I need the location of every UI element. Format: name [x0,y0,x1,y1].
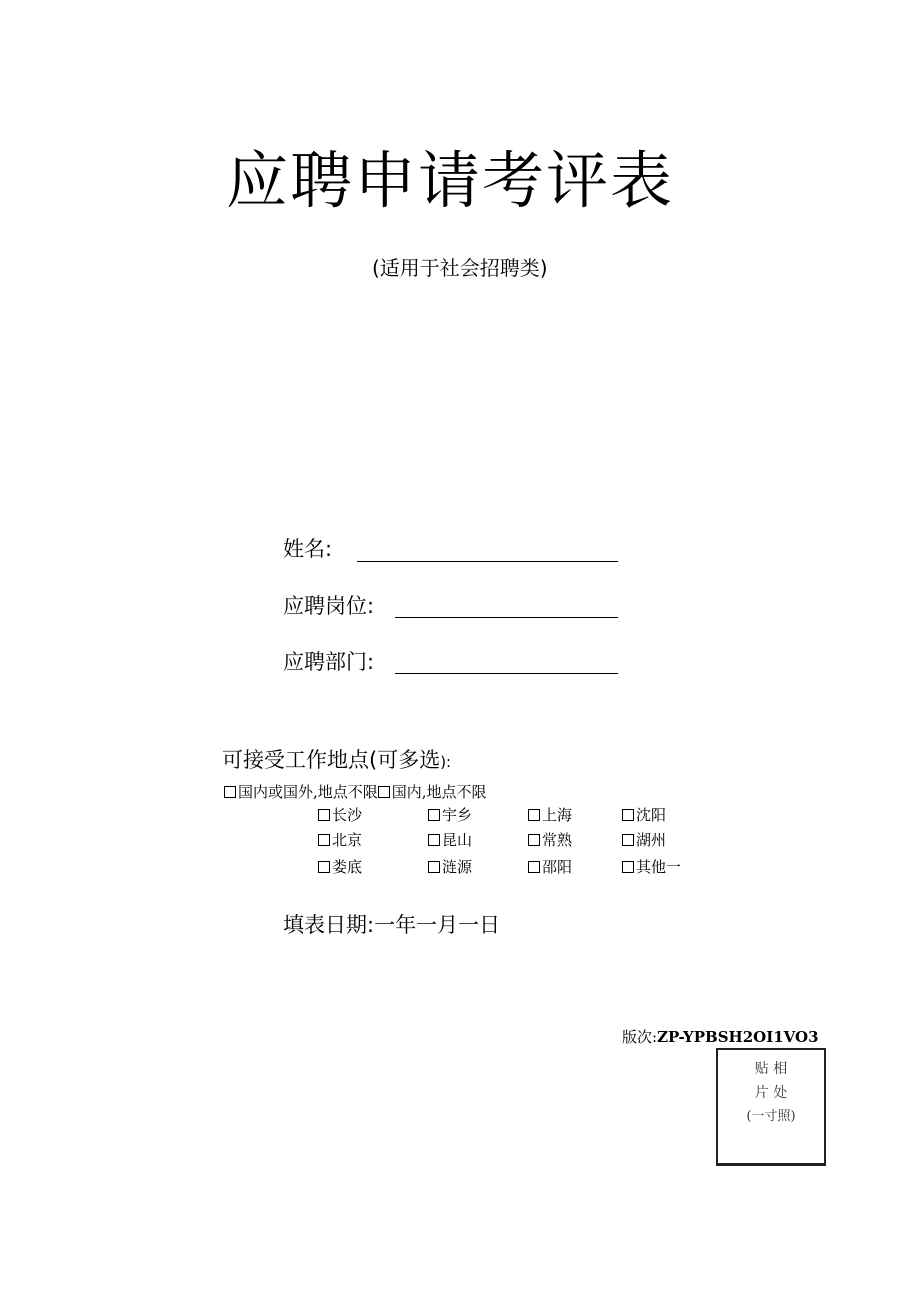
checkbox-icon [224,786,236,798]
position-field[interactable] [395,617,618,618]
checkbox-icon [428,809,440,821]
locations-title-suffix: ): [440,753,452,771]
checkbox-icon [318,834,330,846]
city-label: 涟源 [442,858,473,876]
city-label: 宇乡 [442,806,473,824]
city-option[interactable] [528,860,572,875]
option-label: 国内或国外,地点不限 [238,783,378,801]
checkbox-icon [428,861,440,873]
city-option[interactable] [622,860,681,875]
city-option[interactable] [622,808,666,823]
scope-domestic-option[interactable] [378,783,487,801]
city-label: 湖州 [636,831,667,849]
city-option[interactable] [528,833,572,848]
city-label: 娄底 [332,858,363,876]
name-field[interactable] [357,561,618,562]
checkbox-icon [622,809,634,821]
city-label: 北京 [332,831,363,849]
photo-text-line3: (一寸照) [746,1109,796,1124]
city-label: 其他一 [636,858,682,876]
city-option[interactable] [428,833,472,848]
checkbox-icon [428,834,440,846]
version-code: ZP-YPBSH2OI1VO3 [657,1028,819,1046]
checkbox-icon [622,861,634,873]
scope-domestic-or-abroad-option[interactable] [224,783,378,801]
version-label: 版次: [622,1028,658,1046]
department-field[interactable] [395,673,618,674]
checkbox-icon [378,786,390,798]
city-label: 邵阳 [542,858,573,876]
fill-date: 填表日期:一年一月一日 [283,913,501,937]
name-label: 姓名: [283,537,333,561]
checkbox-icon [318,809,330,821]
photo-text-line2: 片 处 [754,1085,788,1101]
city-option[interactable] [318,860,362,875]
form-title: 应聘申请考评表 [226,144,675,217]
option-label: 国内,地点不限 [391,783,487,801]
city-option[interactable] [428,860,472,875]
checkbox-icon [528,861,540,873]
version-info [622,1030,819,1045]
city-option[interactable] [318,808,362,823]
city-label: 昆山 [442,831,473,849]
photo-text-line1: 贴 相 [754,1061,788,1077]
checkbox-icon [622,834,634,846]
city-option[interactable] [528,808,572,823]
checkbox-icon [528,834,540,846]
department-label: 应聘部门: [283,650,375,674]
checkbox-icon [318,861,330,873]
city-option[interactable] [318,833,362,848]
form-subtitle: (适用于社会招聘类) [372,256,548,280]
city-label: 长沙 [332,806,363,824]
photo-placeholder [716,1048,826,1166]
checkbox-icon [528,809,540,821]
city-label: 常熟 [542,831,573,849]
locations-title-text: 可接受工作地点(可多选 [222,748,441,772]
city-option[interactable] [622,833,666,848]
locations-title [222,750,451,771]
position-label: 应聘岗位: [283,594,375,618]
city-label: 上海 [542,806,573,824]
city-label: 沈阳 [636,806,667,824]
scope-options-row [224,785,487,800]
city-option[interactable] [428,808,472,823]
